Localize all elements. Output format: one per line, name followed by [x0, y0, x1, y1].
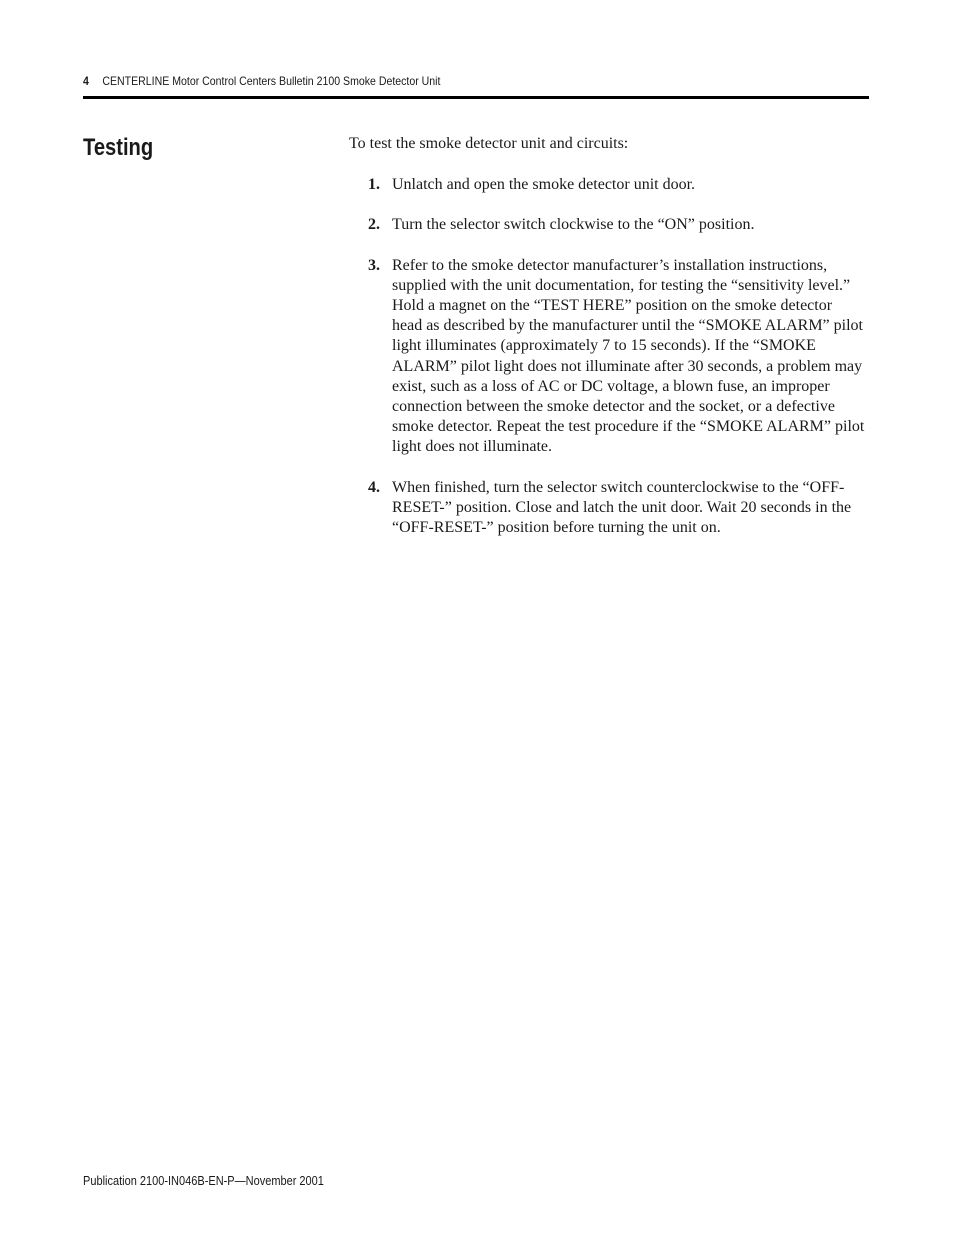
list-item [349, 478, 869, 539]
publication-footer: Publication 2100-IN046B-EN-P—November 2001 [83, 1174, 324, 1188]
step-number: 1. [368, 176, 380, 194]
step-text: Refer to the smoke detector manufacturer’s installation instructions, supplied with the unit documentation, for testing the “sensitivity level.” Hold a magnet on the “TEST HERE” position on the smoke detector head as described by the manufacturer until the “SMOKE ALARM” pilot light illuminates (approximately 7 to 15 seconds). If the “SMOKE ALARM” pilot light does not illuminate after 30 seconds, a problem may exist, such as a loss of AC or DC voltage, a blown fuse, an improper connection between the smoke detector and the socket, or a defective smoke detector. Repeat the test procedure if the “SMOKE ALARM” pilot light does not illuminate. [392, 256, 865, 456]
list-item [349, 256, 869, 458]
page-number: 4 [83, 74, 89, 88]
running-header [83, 74, 440, 88]
header-rule [83, 96, 869, 99]
list-item [349, 215, 869, 235]
step-number: 3. [368, 256, 380, 274]
step-text: Turn the selector switch clockwise to the “ON” position. [392, 216, 755, 234]
intro-paragraph: To test the smoke detector unit and circuits: [349, 135, 629, 152]
step-text: When finished, turn the selector switch counterclockwise to the “OFF-RESET-” position. Close and latch the unit door. Wait 20 seconds in the “OFF-RESET-” position before turning the unit on. [392, 478, 852, 537]
section-title: Testing [83, 134, 154, 161]
step-number: 2. [368, 216, 380, 234]
step-number: 4. [368, 478, 380, 496]
body-column [349, 134, 869, 558]
running-title: CENTERLINE Motor Control Centers Bulletin 2100 Smoke Detector Unit [102, 74, 441, 88]
list-item [349, 175, 869, 195]
testing-steps-list [349, 175, 869, 538]
step-text: Unlatch and open the smoke detector unit door. [392, 176, 696, 194]
